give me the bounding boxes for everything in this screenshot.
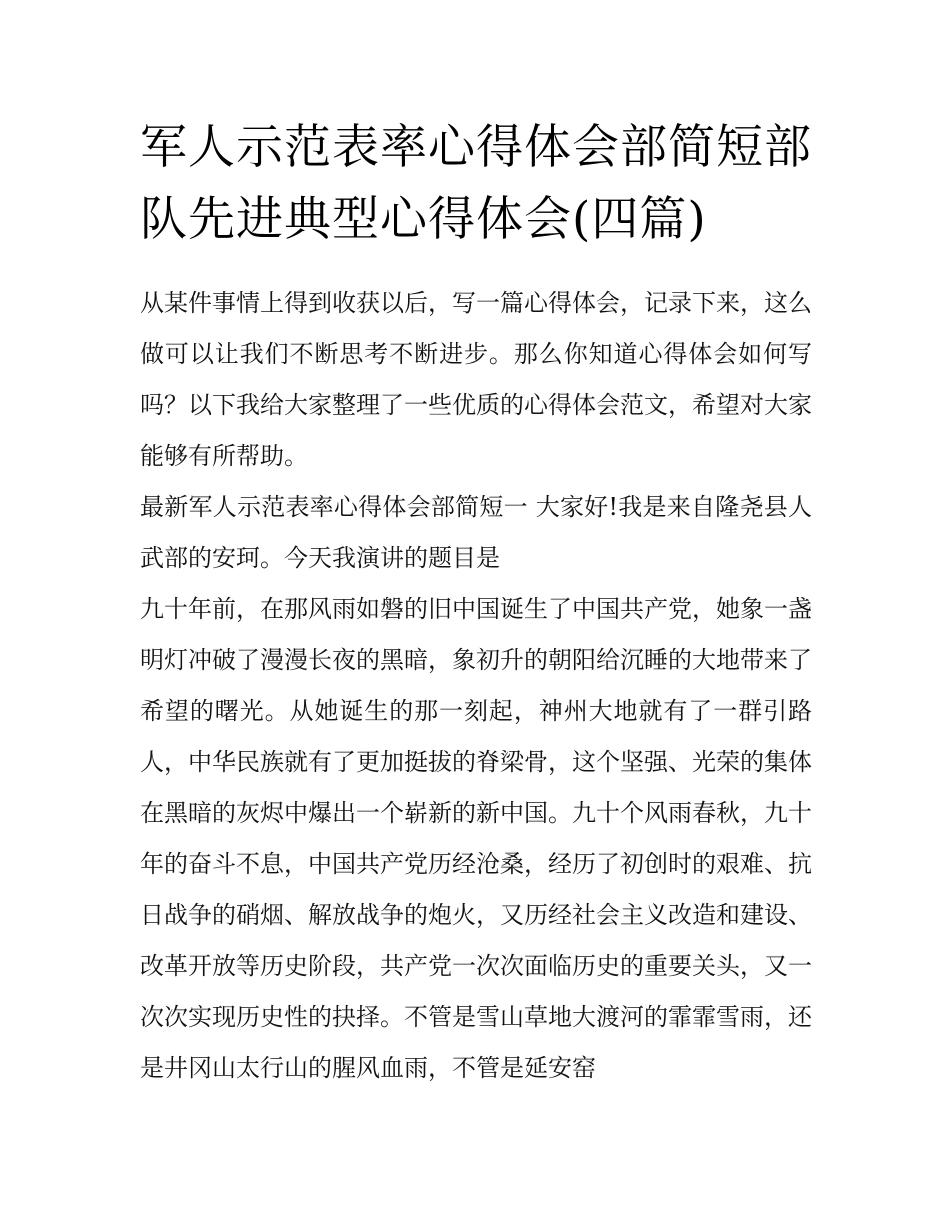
document-body <box>140 278 812 1094</box>
paragraph-speech-opening: 最新军人示范表率心得体会部简短一 大家好!我是来自隆尧县人武部的安珂。今天我演讲的题目是 <box>140 493 812 572</box>
paragraph-intro: 从某件事情上得到收获以后，写一篇心得体会，记录下来，这么做可以让我们不断思考不断进步。那么你知道心得体会如何写吗？以下我给大家整理了一些优质的心得体会范文，希望对大家能够有所帮助。 <box>140 289 812 470</box>
paragraph-party-history: 九十年前，在那风雨如磐的旧中国诞生了中国共产党，她象一盏明灯冲破了漫漫长夜的黑暗，象初升的朝阳给沉睡的大地带来了希望的曙光。从她诞生的那一刻起，神州大地就有了一群引路人，中华民族就有了更加挺拔的脊梁骨，这个坚强、光荣的集体在黑暗的灰烬中爆出一个崭新的新中国。九十个风雨春秋，九十年的奋斗不息，中国共产党历经沧桑，经历了初创时的艰难、抗日战争的硝烟、解放战争的炮火，又历经社会主义改造和建设、改革开放等历史阶段，共产党一次次面临历史的重要关头，又一次次实现历史性的抉择。不管是雪山草地大渡河的霏霏雪雨，还是井冈山太行山的腥风血雨，不管是延安窑 <box>140 595 812 1082</box>
document-title: 军人示范表率心得体会部简短部队先进典型心得体会(四篇) <box>140 120 812 247</box>
